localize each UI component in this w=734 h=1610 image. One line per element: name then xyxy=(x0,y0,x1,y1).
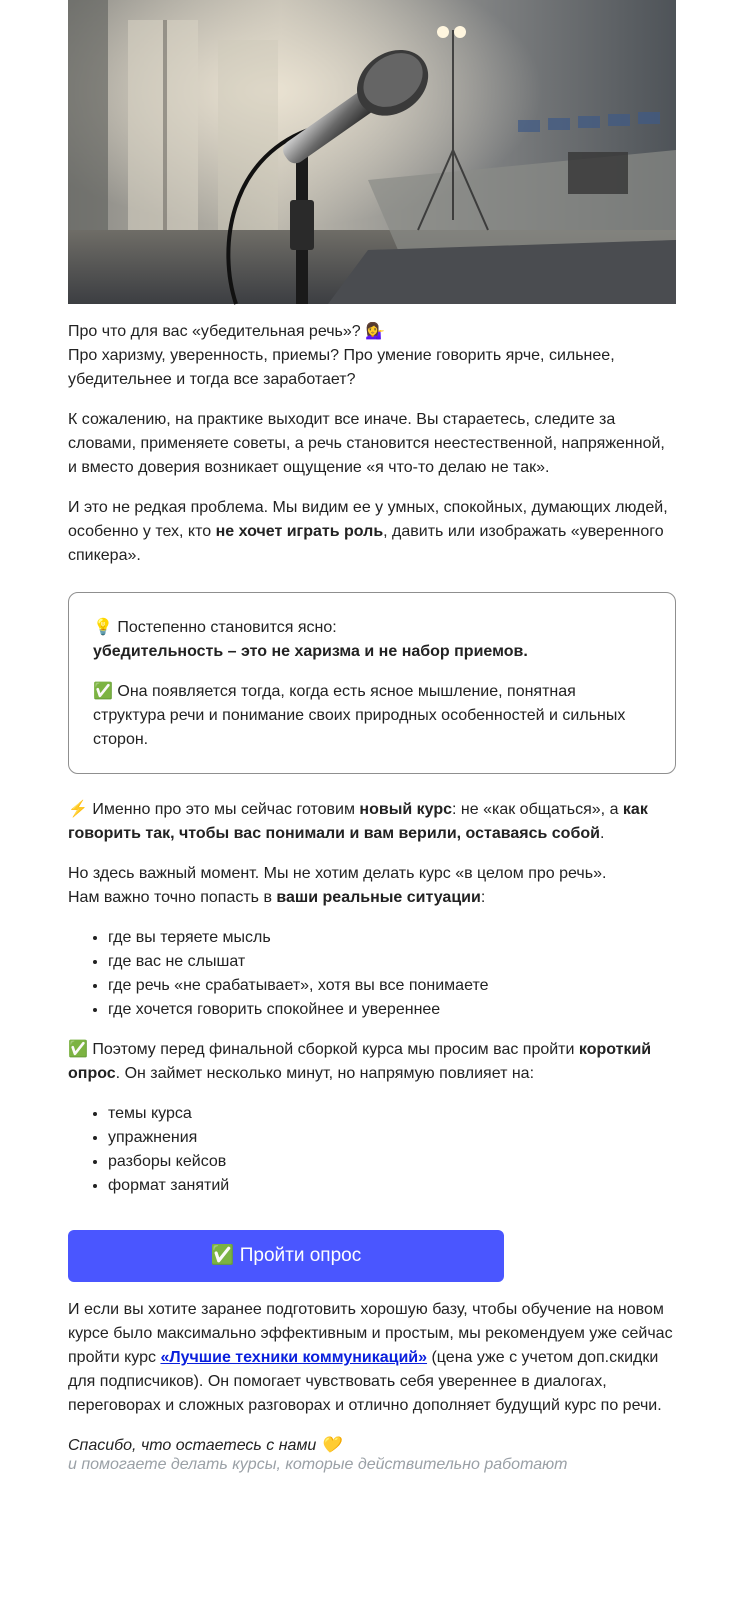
intro-paragraph xyxy=(68,320,676,392)
list-item: • где вы теряете мысль xyxy=(108,926,676,950)
list-item: • темы курса xyxy=(108,1102,676,1126)
new-course-bold-tagline: как говорить так, чтобы вас понимали и вам верили, оставаясь собой xyxy=(68,801,648,842)
survey-text: ✅ Поэтому перед финальной сборкой курса мы просим вас пройти xyxy=(68,1041,579,1058)
callout-line-1: 💡 Постепенно становится ясно: xyxy=(93,619,337,636)
cta-wrapper xyxy=(68,1230,676,1282)
list-item: • формат занятий xyxy=(108,1174,676,1198)
list-item: • разборы кейсов xyxy=(108,1150,676,1174)
paragraph-problem-bold: не хочет играть роль xyxy=(215,523,384,540)
hero-image-microphone xyxy=(68,0,676,304)
paragraph-recommendation xyxy=(68,1298,676,1418)
survey-impact-list xyxy=(68,1102,676,1198)
closing-line: Спасибо, что остаетесь с нами 💛 xyxy=(68,1437,341,1454)
callout-line-2: убедительность – это не харизма и не набор приемов. xyxy=(93,643,528,660)
course-link[interactable]: «Лучшие техники коммуникаций» xyxy=(160,1349,428,1366)
new-course-text-end: . xyxy=(599,825,605,842)
important-colon: : xyxy=(480,889,486,906)
callout-box xyxy=(68,592,676,774)
paragraph-survey xyxy=(68,1038,676,1086)
new-course-bold: новый курс xyxy=(359,801,453,818)
paragraph-problem xyxy=(68,496,676,568)
list-item: • упражнения xyxy=(108,1126,676,1150)
callout-body: ✅ Она появляется тогда, когда есть ясное мышление, понятная структура речи и понимание своих природных особенностей и сильных сторон. xyxy=(93,683,626,748)
take-survey-button[interactable]: ✅ Пройти опрос xyxy=(68,1230,504,1282)
paragraph-problem-text: И это не редкая проблема. Мы видим ее у умных, спокойных, думающих людей, особенно у тех, кто xyxy=(68,499,668,540)
list-item: • где хочется говорить спокойнее и увереннее xyxy=(108,998,676,1022)
closing-line-cut: и помогаете делать курсы, которые действительно работают xyxy=(68,1456,568,1473)
email-body xyxy=(68,0,676,1473)
recommendation-text-end: (цена уже с учетом доп.скидки для подписчиков). Он помогает чувствовать себя увереннее в диалогах, переговорах и сложных разговорах и отлично дополняет будущий курс по речи. xyxy=(68,1349,662,1414)
callout-heading xyxy=(93,616,651,664)
important-line-2: Нам важно точно попасть в xyxy=(68,889,277,906)
survey-bold: короткий опрос xyxy=(68,1041,652,1082)
recommendation-text: И если вы хотите заранее подготовить хорошую базу, чтобы обучение на новом курсе было максимально эффективным и простым, мы рекомендуем уже сейчас пройти курс xyxy=(68,1301,673,1366)
intro-line-2: Про харизму, уверенность, приемы? Про умение говорить ярче, сильнее, убедительнее и тогда все заработает? xyxy=(68,347,615,388)
paragraph-important xyxy=(68,862,676,910)
situations-list xyxy=(68,926,676,1022)
new-course-text-middle: : не «как общаться», а xyxy=(452,801,623,818)
paragraph-new-course xyxy=(68,798,676,846)
important-bold: ваши реальные ситуации xyxy=(276,889,481,906)
important-line-1: Но здесь важный момент. Мы не хотим делать курс «в целом про речь». xyxy=(68,865,607,882)
intro-line-1: Про что для вас «убедительная речь»? 💁‍♀️ xyxy=(68,323,386,340)
list-item: • где вас не слышат xyxy=(108,950,676,974)
paragraph-practice: К сожалению, на практике выходит все иначе. Вы стараетесь, следите за словами, применяете советы, а речь становится неестественной, напряженной, и вместо доверия возникает ощущение «я что-то делаю не так». xyxy=(68,411,665,476)
list-item: • где речь «не срабатывает», хотя вы все понимаете xyxy=(108,974,676,998)
paragraph-problem-text-end: , давить или изображать «уверенного спикера». xyxy=(68,523,664,564)
survey-text-end: . Он займет несколько минут, но напрямую повлияет на: xyxy=(115,1065,535,1082)
new-course-text: ⚡ Именно про это мы сейчас готовим xyxy=(68,801,360,818)
